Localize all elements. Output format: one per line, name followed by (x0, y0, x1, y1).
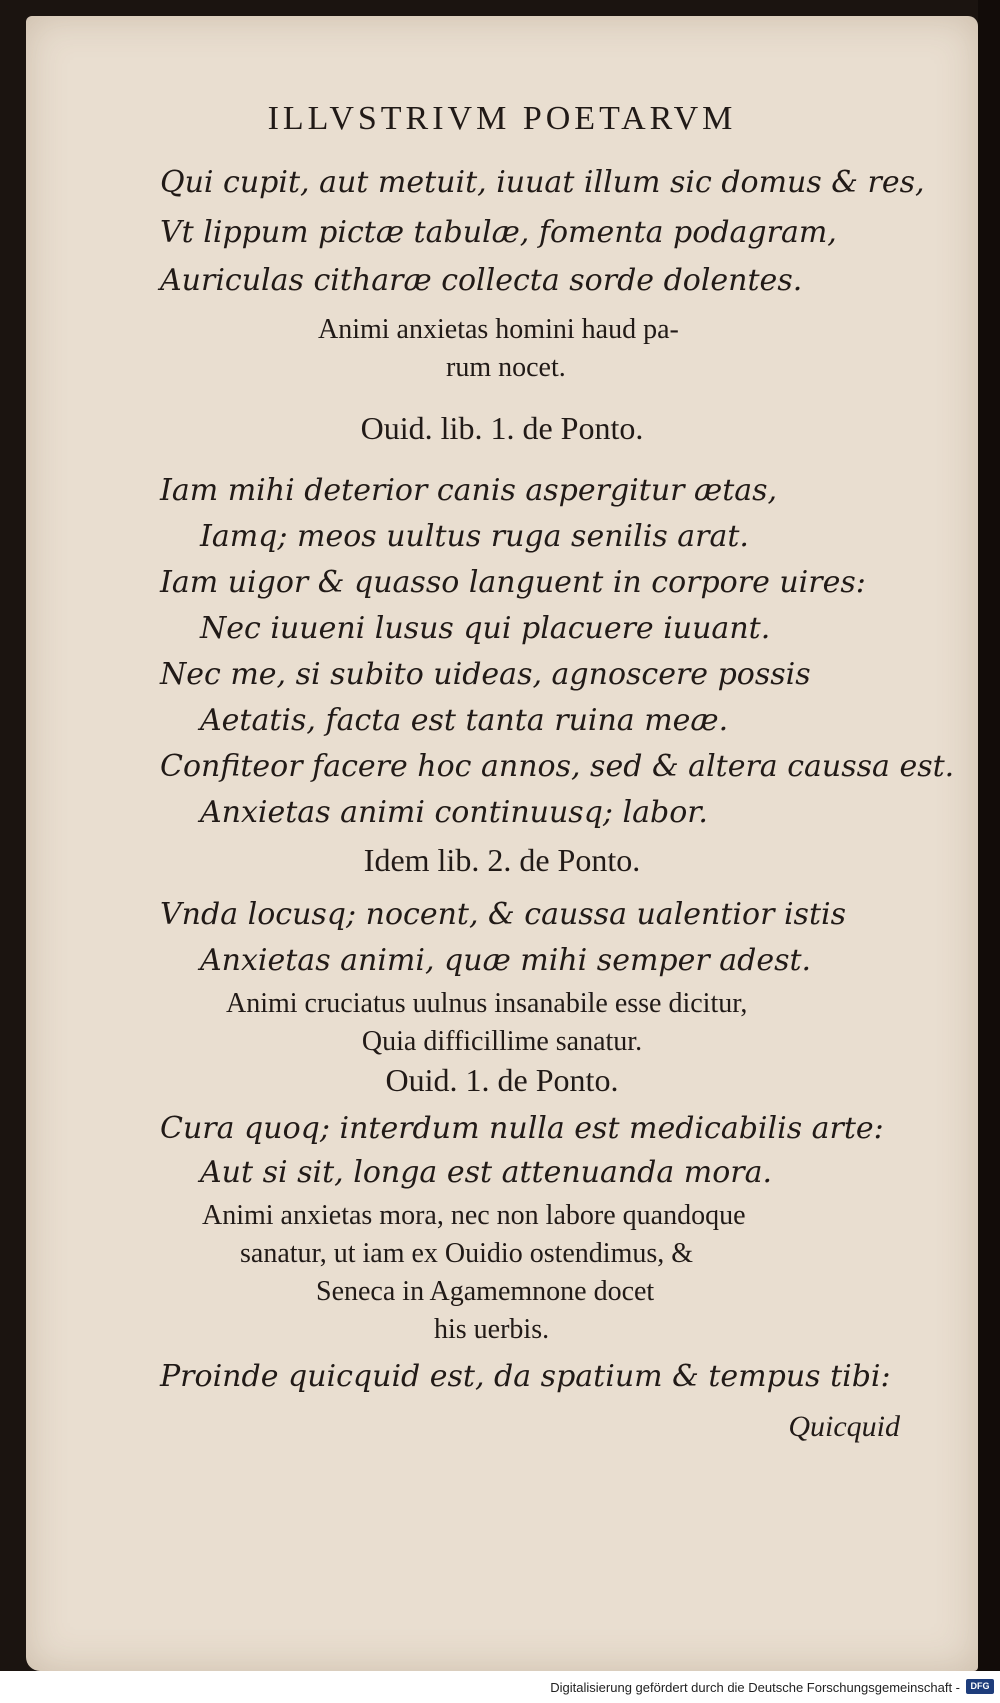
prose-line: rum nocet. (446, 352, 566, 383)
prose-line: his uerbis. (434, 1314, 550, 1345)
catchword: Quicquid (788, 1410, 900, 1443)
verse-line: Nec iuueni lusus qui placuere iuuant. (200, 611, 771, 646)
verse-line: Auriculas citharæ collecta sorde dolentes. (160, 263, 803, 298)
source-heading: Ouid. 1. de Ponto. (385, 1062, 619, 1098)
verse-line: Aetatis, facta est tanta ruina meæ. (200, 703, 729, 738)
verse-line: Iam uigor & quasso languent in corpore uires: (160, 565, 866, 600)
book-edge (978, 0, 1000, 1671)
book-page (26, 16, 978, 1671)
footer-credit: Digitalisierung gefördert durch die Deutsche Forschungsgemeinschaft - (550, 1680, 960, 1695)
running-header: ILLVSTRIVM POETARVM (267, 100, 737, 137)
verse-line: Anxietas animi, quæ mihi semper adest. (200, 943, 812, 978)
dfg-logo-icon: DFG (966, 1679, 994, 1694)
verse-line: Proinde quicquid est, da spatium & tempus tibi: (160, 1359, 891, 1394)
verse-line: Cura quoq; interdum nulla est medicabilis arte: (160, 1111, 884, 1146)
verse-line: Aut si sit, longa est attenuanda mora. (200, 1155, 773, 1190)
verse-line: Anxietas animi continuusq; labor. (200, 795, 708, 830)
prose-line: sanatur, ut iam ex Ouidio ostendimus, & (240, 1238, 694, 1269)
verse-line: Confiteor facere hoc annos, sed & altera caussa est. (160, 749, 955, 784)
verse-line: Qui cupit, aut metuit, iuuat illum sic domus & res, (160, 165, 925, 200)
prose-line: Quia difficillime sanatur. (361, 1026, 643, 1057)
verse-line: Iamq; meos uultus ruga senilis arat. (200, 519, 749, 554)
verse-line: Iam mihi deterior canis aspergitur ætas, (160, 473, 778, 508)
source-heading: Idem lib. 2. de Ponto. (363, 842, 641, 878)
prose-line: Animi anxietas homini haud pa- (318, 314, 679, 345)
prose-line: Animi cruciatus uulnus insanabile esse dicitur, (226, 988, 748, 1019)
verse-line: Vt lippum pictæ tabulæ, fomenta podagram, (160, 215, 837, 250)
prose-line: Animi anxietas mora, nec non labore quandoque (202, 1200, 746, 1231)
source-heading: Ouid. lib. 1. de Ponto. (360, 410, 644, 446)
prose-line: Seneca in Agamemnone docet (316, 1276, 655, 1307)
digitization-footer (0, 1671, 1000, 1703)
verse-line: Vnda locusq; nocent, & caussa ualentior istis (160, 897, 846, 932)
verse-line: Nec me, si subito uideas, agnoscere possis (160, 657, 811, 692)
